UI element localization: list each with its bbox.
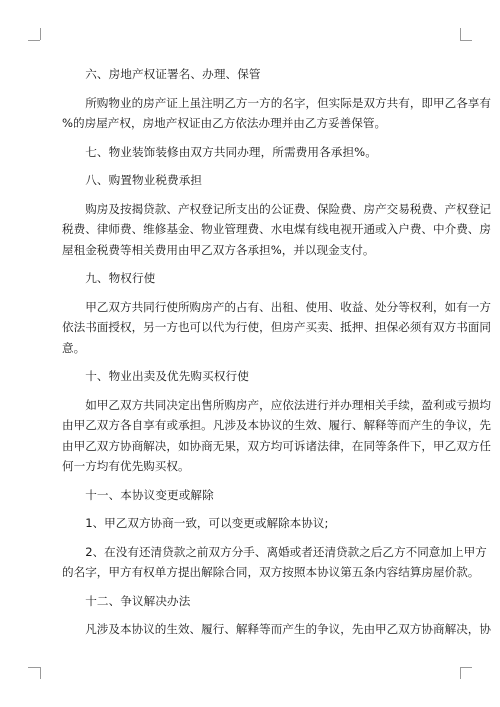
crop-mark-top-right-h	[460, 40, 472, 41]
section-heading: 八、购置物业税费承担	[85, 173, 203, 187]
section-heading: 六、房地产权证署名、办理、保管	[85, 67, 261, 81]
paragraph-line: 1、甲乙双方协商一致，可以变更或解除本协议;	[85, 516, 329, 530]
crop-mark-bottom-left-h	[28, 667, 40, 668]
paragraph	[62, 619, 491, 640]
paragraph-line: 2、在没有还清贷款之前双方分手、离婚或者还清贷款之后乙方不同意加上甲方	[85, 544, 487, 559]
section-heading: 十一、本协议变更或解除	[85, 487, 214, 502]
paragraph	[62, 199, 491, 261]
document-body	[62, 64, 491, 640]
paragraph	[62, 297, 491, 359]
crop-mark-top-left-h	[28, 40, 40, 41]
crop-mark-top-left-v	[40, 28, 41, 40]
crop-mark-bottom-right-h	[460, 667, 472, 668]
paragraph	[62, 93, 491, 134]
paragraph-line: 屋租金税费等相关费用由甲乙双方各承担%，并以现金支付。	[62, 242, 375, 257]
crop-mark-bottom-right-v	[460, 667, 461, 679]
section-heading: 九、物权行使	[85, 271, 156, 285]
paragraph-line: 所购物业的房产证上虽注明乙方一方的名字，但实际是双方共有，即甲乙各享有	[85, 95, 491, 110]
paragraph	[62, 513, 452, 534]
crop-mark-top-right-v	[460, 28, 461, 40]
paragraph-line: 意。	[62, 340, 86, 355]
section-heading: 十、物业出卖及优先购买权行使	[85, 369, 249, 383]
paragraph	[62, 395, 491, 477]
paragraph-line: 何一方均有优先购买权。	[62, 459, 190, 473]
paragraph-line: 购房及按揭贷款、产权登记所支出的公证费、保险费、房产交易税费、产权登记	[85, 201, 491, 216]
paragraph-line: %的房屋产权，房地产权证由乙方依法办理并由乙方妥善保管。	[62, 116, 387, 130]
paragraph	[62, 542, 487, 583]
paragraph-line: 由甲乙双方协商解决，如协商无果，双方均可诉诸法律，在同等条件下，甲乙双方任	[62, 438, 491, 453]
paragraph-line: 如甲乙双方共同决定出售所购房产，应依法进行并办理相关手续，盈利或亏损均	[85, 397, 491, 412]
paragraph-line: 甲乙双方共同行使所购房产的占有、出租、使用、收益、处分等权利，如有一方	[85, 299, 491, 314]
paragraph-line: 凡涉及本协议的生效、履行、解释等而产生的争议，先由甲乙双方协商解决，协	[85, 622, 491, 636]
paragraph-line: 由甲乙双方各自享有或承担。凡涉及本协议的生效、履行、解释等而产生的争议，先	[62, 418, 491, 432]
paragraph-line: 依法书面授权，另一方也可以代为行使，但房产买卖、抵押、担保必须有双方书面同	[62, 320, 491, 334]
paragraph-line: 税费、律师费、维修基金、物业管理费、水电煤有线电视开通或入户费、中介费、房	[62, 222, 491, 236]
paragraph-line: 的名字，甲方有权单方提出解除合同，双方按照本协议第五条内容结算房屋价款。	[62, 565, 480, 579]
section-heading: 七、物业装饰装修由双方共同办理，所需费用各承担%。	[85, 144, 377, 159]
crop-mark-bottom-left-v	[40, 667, 41, 679]
section-heading: 十二、争议解决办法	[85, 593, 191, 608]
